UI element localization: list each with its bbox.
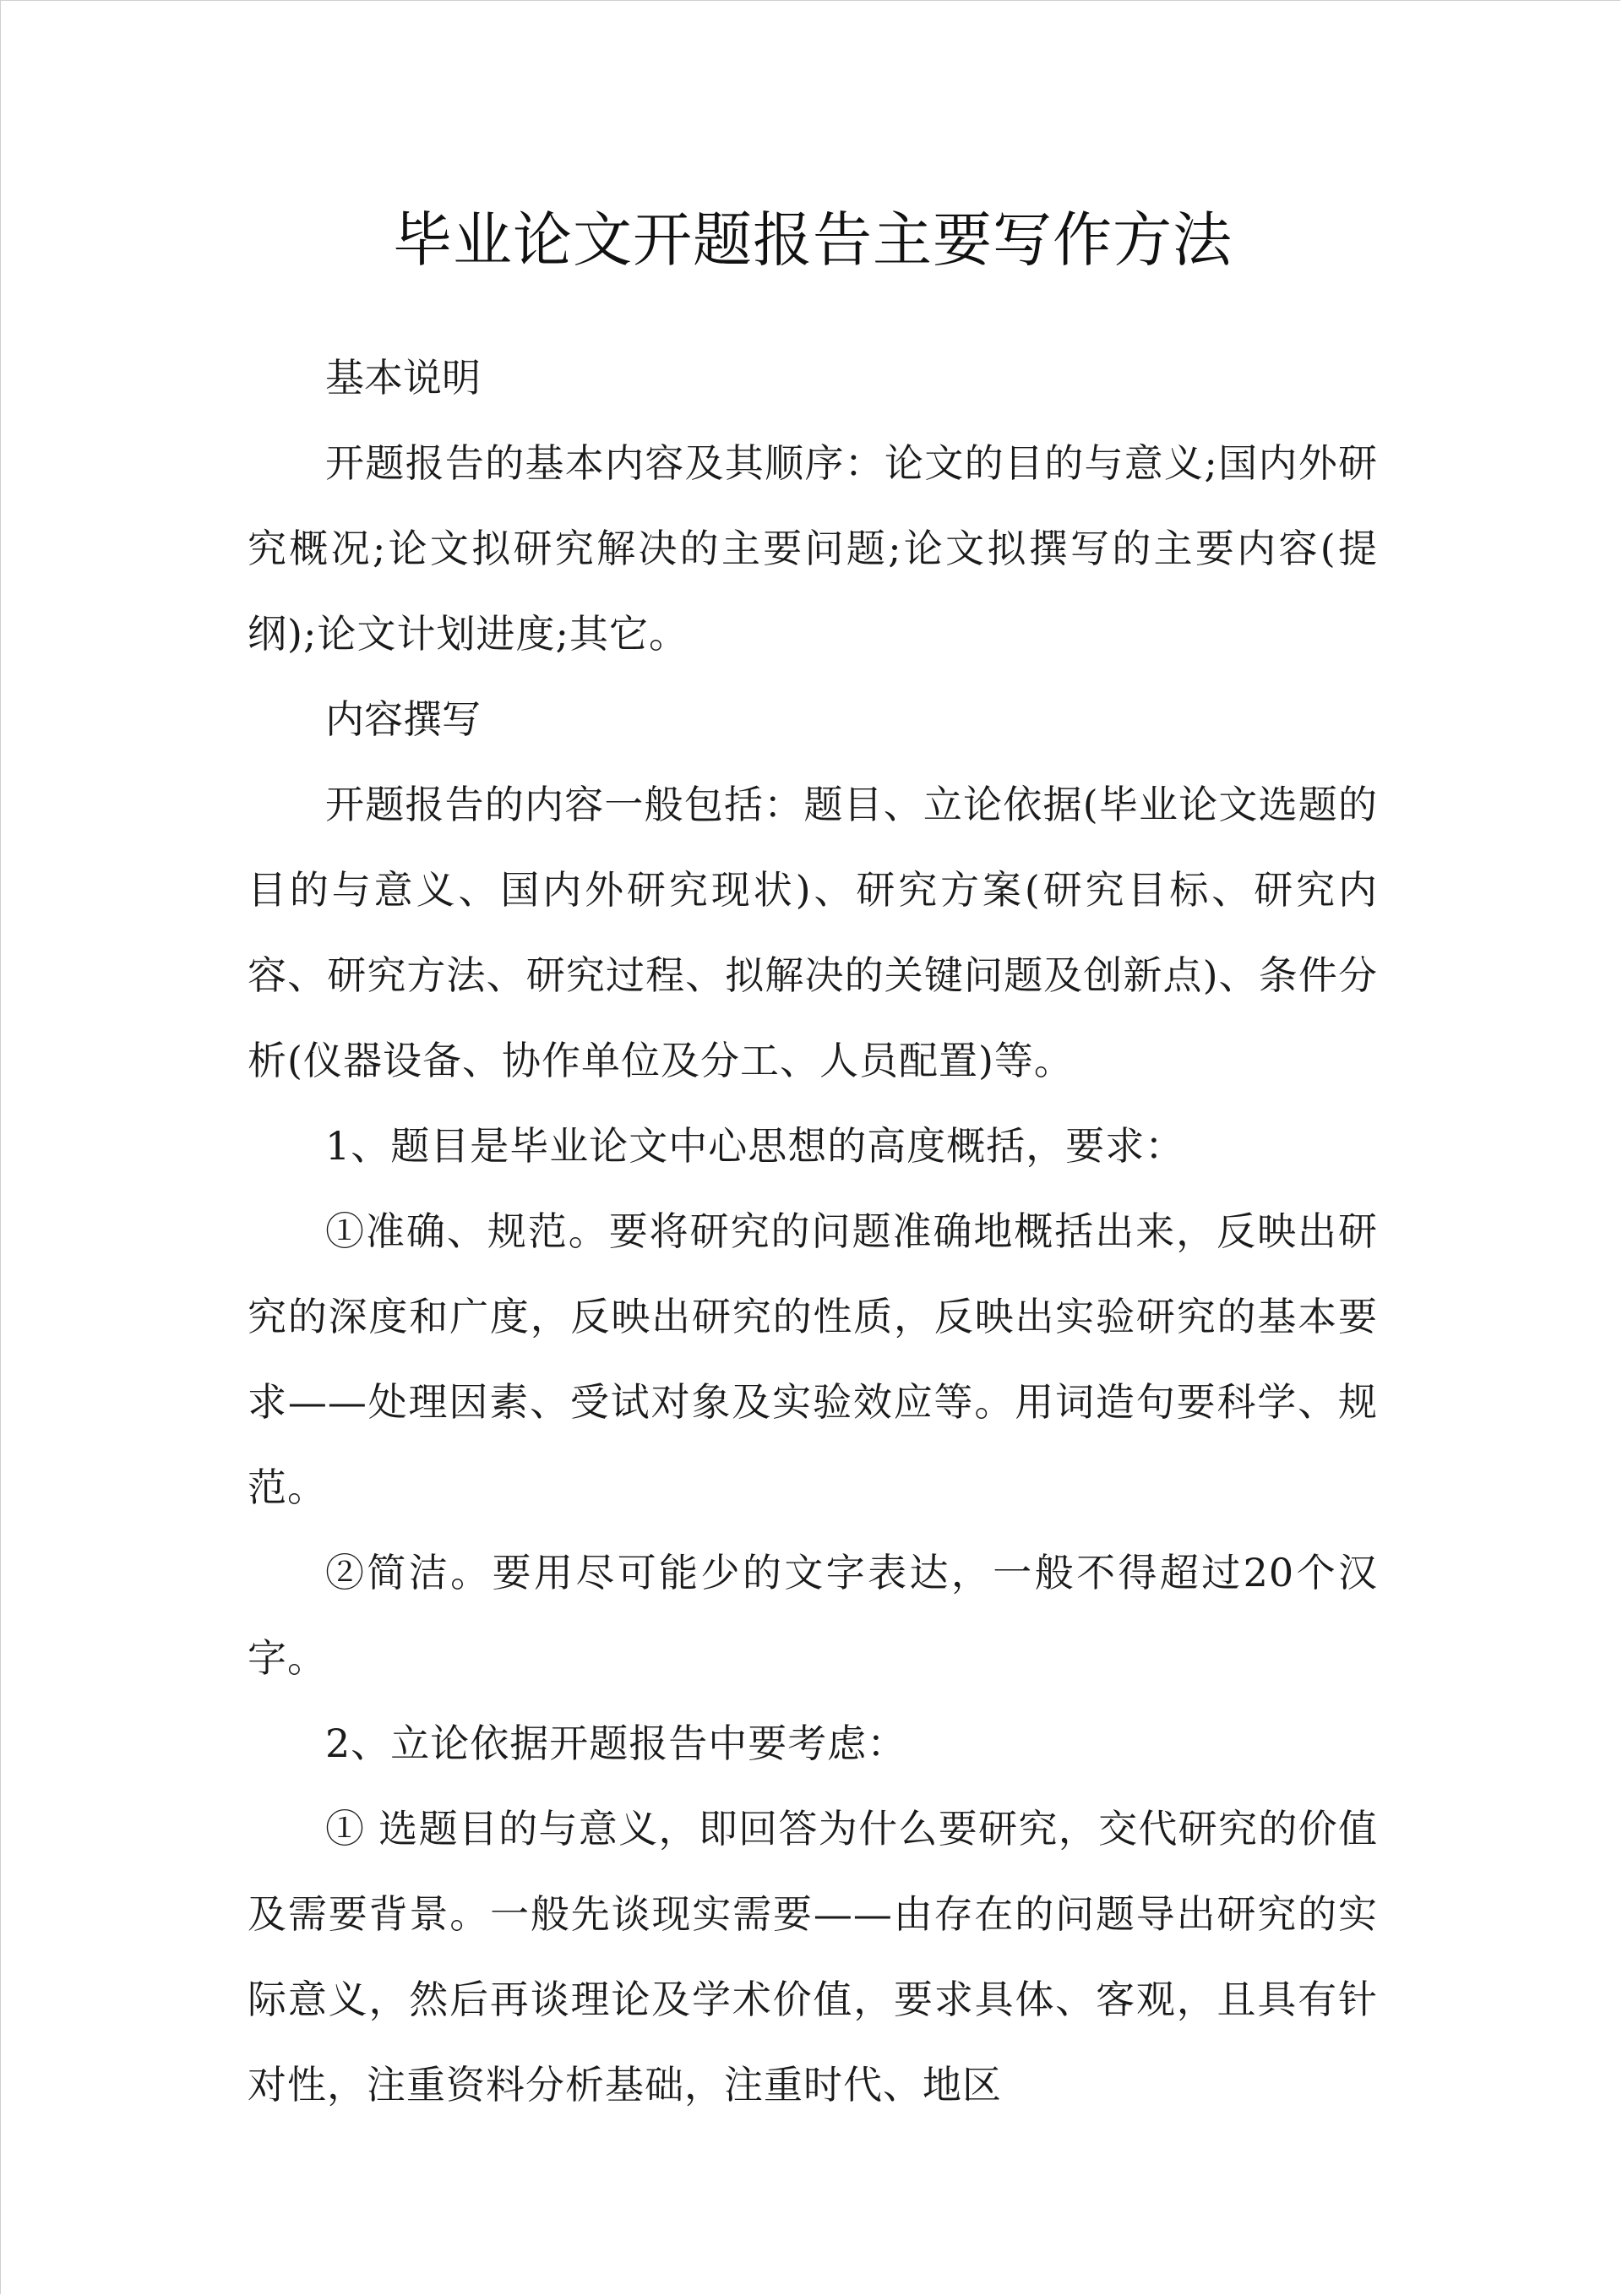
paragraph-concise: ②简洁。要用尽可能少的文字表达，一般不得超过20个汉字。 [248,1550,1378,1681]
paragraph-basic-content: 开题报告的基本内容及其顺序：论文的目的与意义;国内外研究概况;论文拟研究解决的主要问题;论文拟撰写的主要内容(提纲);论文计划进度;其它。 [248,440,1378,657]
paragraph-item-2-basis: 2、立论依据开题报告中要考虑： [325,1721,907,1766]
document-body [248,194,1378,2128]
section-heading-basic: 基本说明 [325,355,481,401]
paragraph-accurate-standard: ①准确、规范。要将研究的问题准确地概括出来，反映出研究的深度和广度，反映出研究的性质，反映出实验研究的基本要求——处理因素、受试对象及实验效应等。用词造句要科学、规范。 [248,1208,1378,1510]
paragraph-item-1-title: 1、题目是毕业论文中心思想的高度概括，要求： [325,1123,1185,1169]
section-heading-writing: 内容撰写 [325,696,481,742]
paragraph-report-contents: 开题报告的内容一般包括：题目、立论依据(毕业论文选题的目的与意义、国内外研究现状)、研究方案(研究目标、研究内容、研究方法、研究过程、拟解决的关键问题及创新点)、条件分析(仪器设备、协作单位及分工、人员配置)等。 [248,782,1378,1083]
document-title: 毕业论文开题报告主要写作方法 [393,205,1233,275]
paragraph-purpose-significance: ① 选题目的与意义，即回答为什么要研究，交代研究的价值及需要背景。一般先谈现实需要——由存在的问题导出研究的实际意义，然后再谈理论及学术价值，要求具体、客观，且具有针对性，注重资料分析基础，注重时代、地区 [248,1806,1378,2108]
